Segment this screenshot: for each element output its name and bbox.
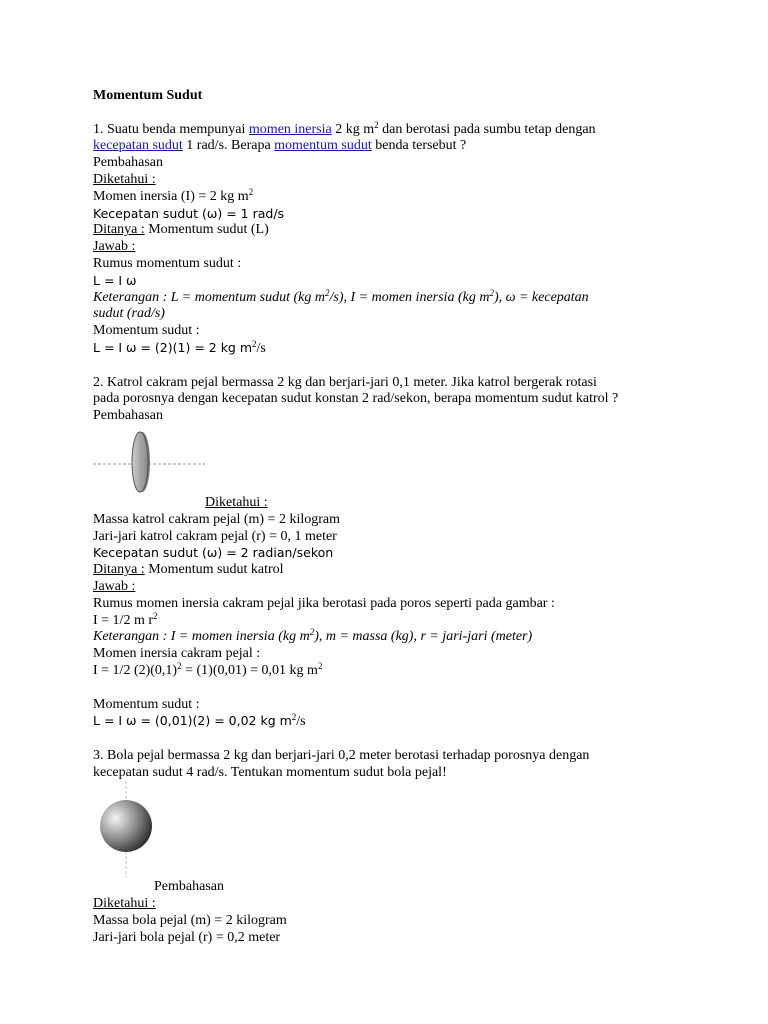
problem-3-known-radius: Jari-jari bola pejal (r) = 0,2 meter: [93, 929, 281, 945]
problem-2-jawab-label: Jawab :: [93, 578, 136, 594]
problem-1-question-line-2: kecepatan sudut 1 rad/s. Berapa momentum sudut benda tersebut ?: [93, 138, 467, 154]
problem-2-diketahui-row: [93, 495, 693, 512]
problem-1-known-angular-velocity: Kecepatan sudut (ω) = 1 rad/s: [93, 205, 285, 221]
problem-1-question-line-1: 1. Suatu benda mempunyai momen inersia 2 kg $m^2$ dan berotasi pada sumbu tetap dengan: [93, 119, 596, 137]
problem-3-question-line-1: 3. Bola pejal bermassa 2 kg dan berjari-jari 0,2 meter berotasi terhadap porosnya dengan: [93, 747, 590, 763]
problem-1-keterangan-line-2: sudut (rad/s): [93, 306, 165, 322]
problem-2-known-mass: Massa katrol cakram pejal (m) = 2 kilogram: [93, 511, 340, 527]
problem-2-momentum-label: Momentum sudut :: [93, 696, 200, 712]
link-momen-inersia[interactable]: momen inersia: [248, 121, 332, 137]
problem-3-question-line-2: kecepatan sudut 4 rad/s. Tentukan momentum sudut bola pejal!: [93, 764, 447, 780]
link-kecepatan-sudut[interactable]: kecepatan sudut: [93, 138, 183, 154]
problem-1-momentum-calc: L = I ω = (2)(1) = 2 kg $m^2/s$: [93, 338, 266, 356]
problem-1-ditanya: Ditanya : Momentum sudut (L): [93, 222, 269, 238]
problem-2-question-line-1: 2. Katrol cakram pejal bermassa 2 kg dan berjari-jari 0,1 meter. Jika katrol bergerak rotasi: [93, 374, 597, 390]
problem-2-inertia-label: Momen inersia cakram pejal :: [93, 646, 261, 662]
problem-2-pembahasan: Pembahasan: [93, 408, 163, 424]
link-momentum-sudut[interactable]: momentum sudut: [274, 138, 372, 154]
page-title: Momentum Sudut: [93, 88, 203, 103]
problem-2-diketahui-label: Diketahui :: [205, 494, 268, 510]
problem-2-known-radius: Jari-jari katrol cakram pejal (r) = 0, 1 meter: [93, 528, 337, 544]
problem-3-pembahasan: Pembahasan: [154, 879, 224, 895]
sphere-body: [100, 800, 152, 852]
problem-2-inertia-calc: I = 1/2 $(2)(0,1)^2 = (1)(0,01) = 0,01$ kg $m^2$: [93, 660, 323, 678]
problem-1-diketahui-label: Diketahui :: [93, 171, 156, 187]
problem-1-keterangan-line-1: Keterangan : L = momentum sudut (kg $m^2/s$), I = momen inersia (kg $m^2$), ω = kecepatan: [93, 287, 589, 305]
sphere-illustration: [93, 781, 693, 879]
problem-1-jawab-label: Jawab :: [93, 239, 136, 255]
problem-2-momentum-calc: L = I ω = (0,01)(2) = 0,02 kg $m^2/s$: [93, 712, 306, 730]
problem-2-ditanya: Ditanya : Momentum sudut katrol: [93, 562, 284, 578]
problem-3-known-mass: Massa bola pejal (m) = 2 kilogram: [93, 913, 287, 929]
disk-illustration: [93, 425, 693, 495]
problem-1-known-inertia: Momen inersia (I) = 2 kg $m^2$: [93, 186, 254, 204]
problem-1-formula: L = I ω: [93, 272, 137, 288]
disk-face: [132, 432, 148, 492]
solid-sphere-figure: [93, 781, 163, 879]
problem-2-known-angular-velocity: Kecepatan sudut (ω) = 2 radian/sekon: [93, 545, 334, 561]
problem-1-pembahasan: Pembahasan: [93, 155, 163, 171]
problem-1-momentum-label: Momentum sudut :: [93, 323, 200, 339]
problem-2-formula: I = 1/2 m $r^2$: [93, 610, 158, 628]
problem-3-diketahui-label: Diketahui :: [93, 896, 156, 912]
problem-2-rumus-label: Rumus momen inersia cakram pejal jika berotasi pada poros seperti pada gambar :: [93, 595, 555, 611]
problem-2-question-line-2: pada porosnya dengan kecepatan sudut konstan 2 rad/sekon, berapa momentum sudut katrol ?: [93, 391, 619, 407]
document-content: [93, 88, 693, 947]
solid-disk-figure: [93, 425, 213, 495]
problem-2-keterangan: Keterangan : I = momen inersia (kg $m^2$), m = massa (kg), r = jari-jari (meter): [93, 627, 533, 645]
problem-1-rumus-label: Rumus momentum sudut :: [93, 255, 242, 271]
